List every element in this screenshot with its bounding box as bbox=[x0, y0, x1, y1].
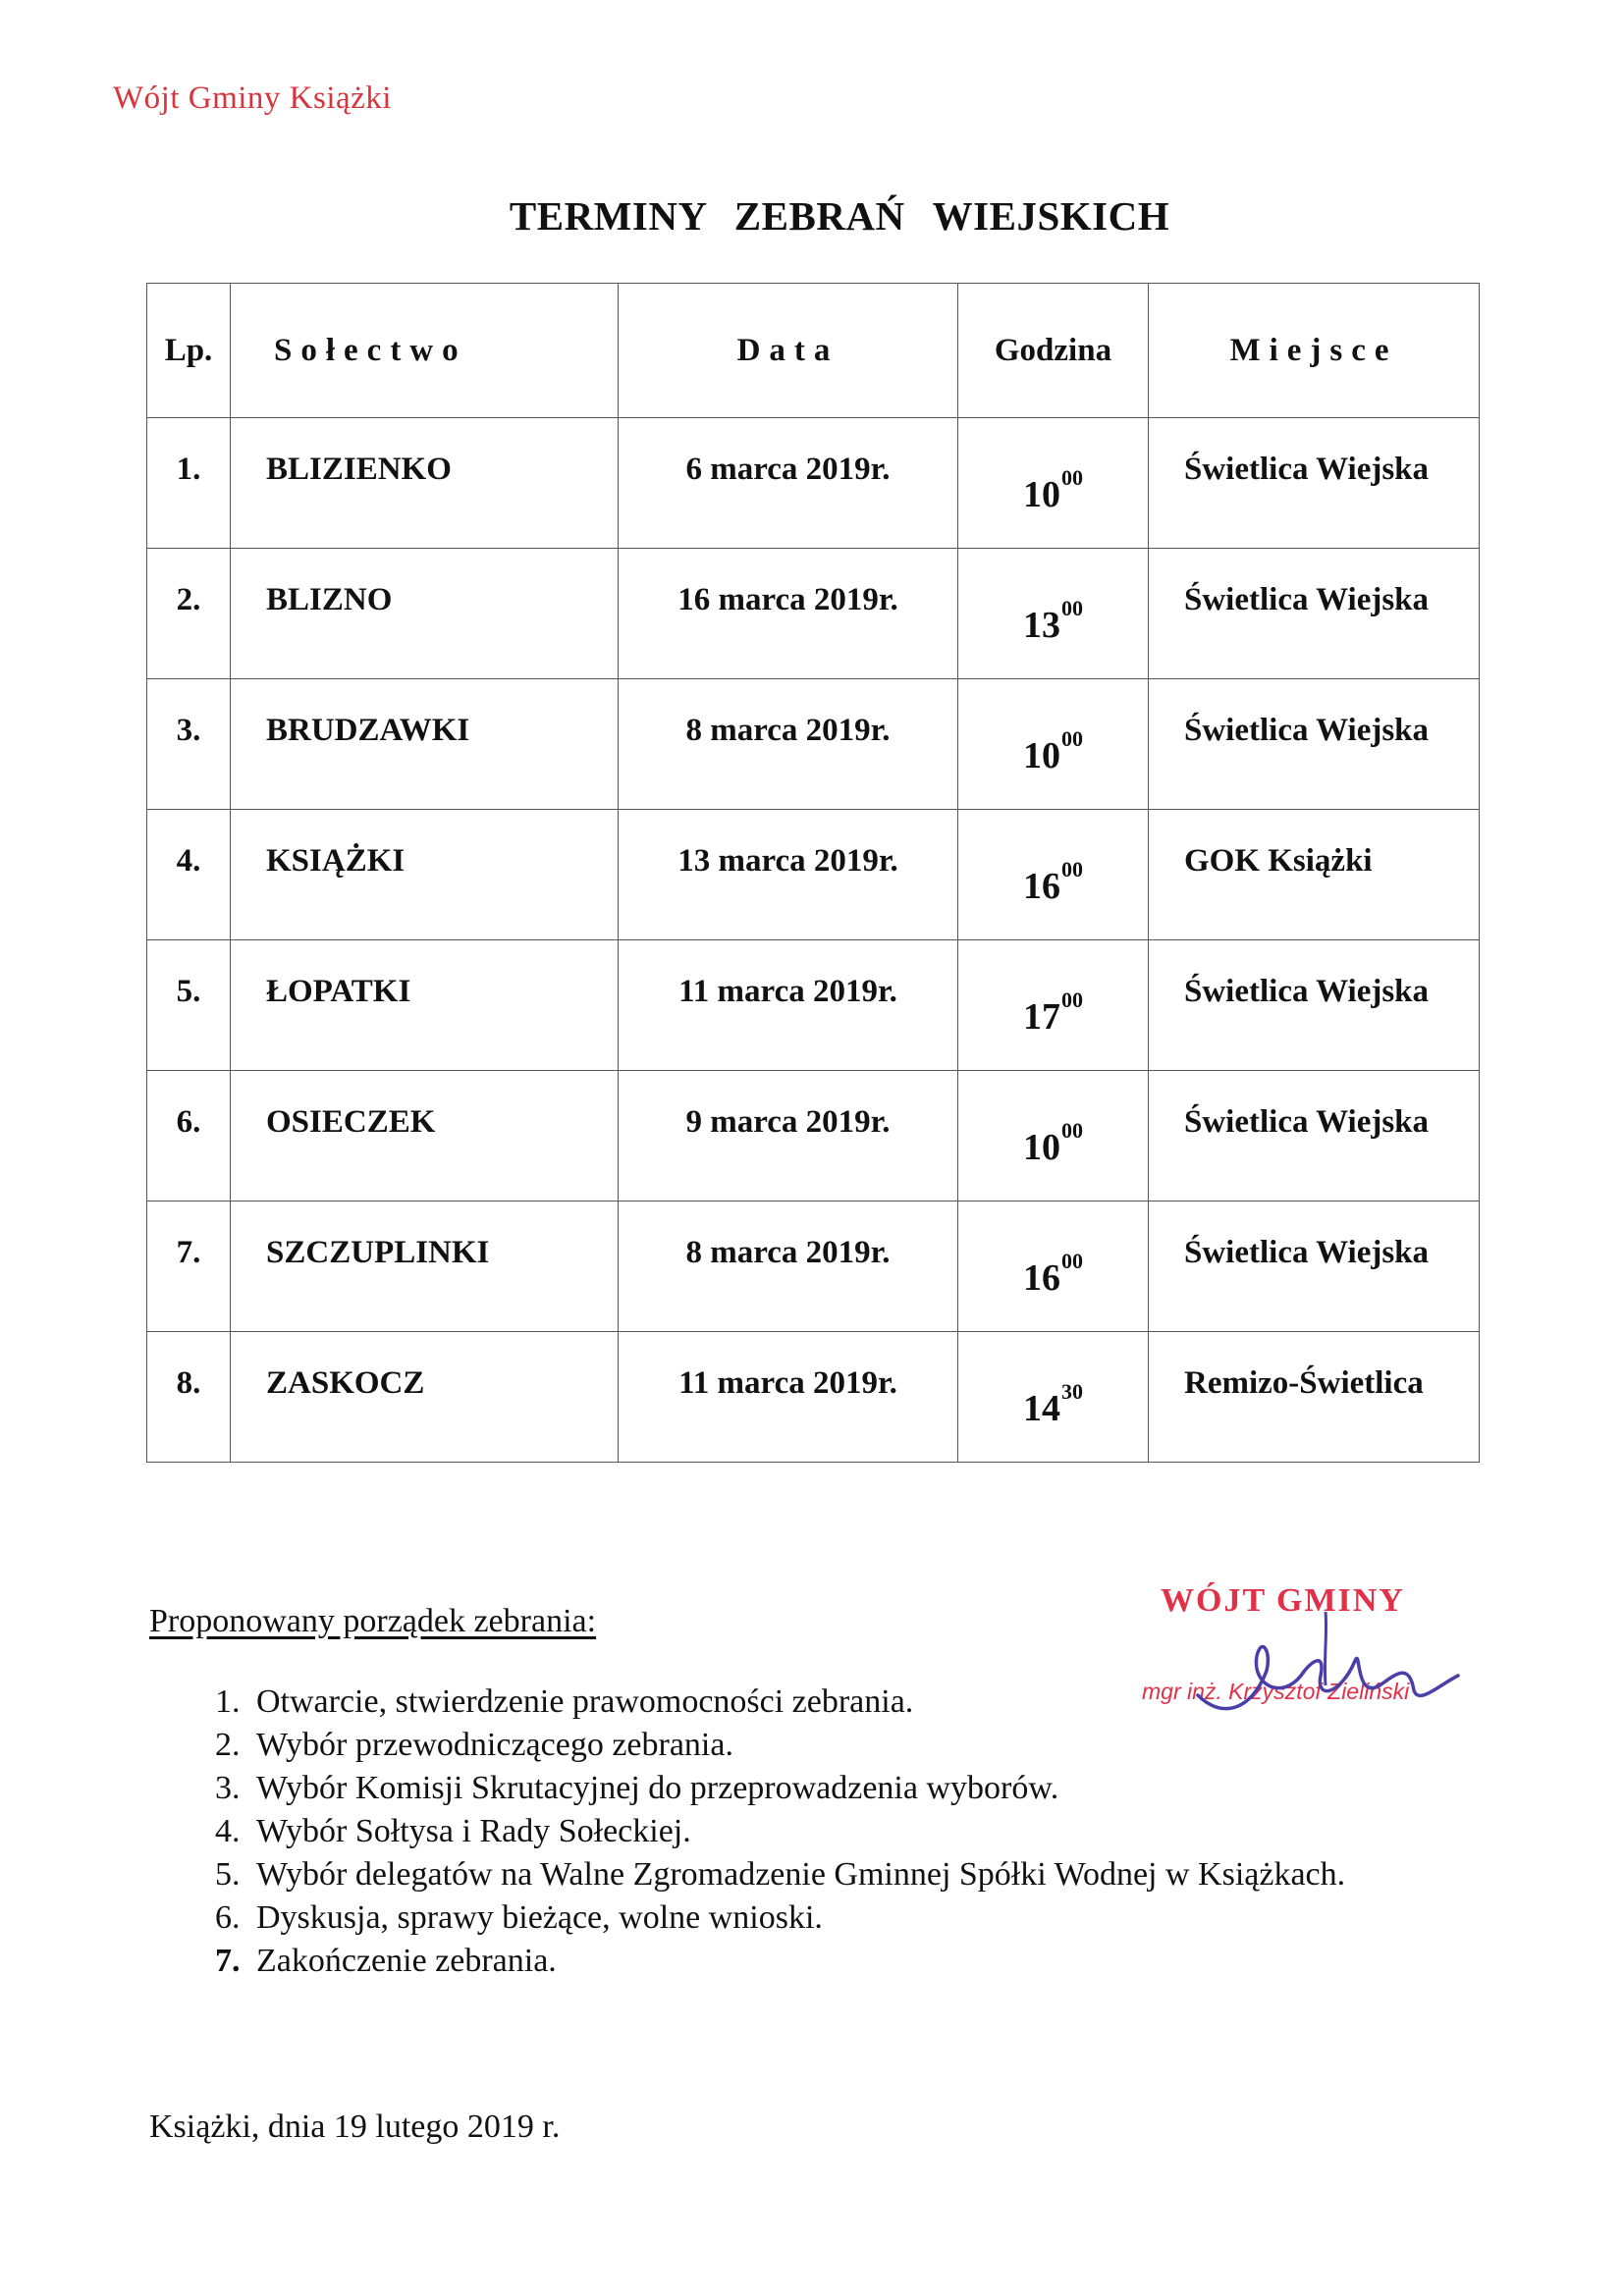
cell-lp: 6. bbox=[147, 1071, 231, 1201]
document-title: TERMINY ZEBRAŃ WIEJSKICH bbox=[509, 193, 1170, 239]
minute-value: 00 bbox=[1061, 1249, 1083, 1273]
hour-value: $10^{00}$ bbox=[1023, 465, 1083, 515]
minute-value: 00 bbox=[1061, 596, 1083, 620]
table-row bbox=[147, 1332, 1480, 1463]
cell-miejsce: Świetlica Wiejska bbox=[1149, 418, 1480, 549]
place-date: Książki, dnia 19 lutego 2019 r. bbox=[149, 2109, 561, 2145]
meetings-table bbox=[146, 283, 1480, 1463]
table-header-row bbox=[147, 284, 1480, 418]
header-godzina: Godzina bbox=[958, 284, 1149, 418]
agenda-heading: Proponowany porządek zebrania: bbox=[149, 1603, 597, 1639]
cell-godzina bbox=[958, 549, 1149, 679]
header-data: Data bbox=[619, 284, 958, 418]
signature-stamp bbox=[1139, 1582, 1492, 1730]
cell-miejsce: GOK Książki bbox=[1149, 810, 1480, 940]
stamp-title: WÓJT GMINY bbox=[1161, 1582, 1405, 1619]
agenda-item: 4. Wybór Sołtysa i Rady Sołeckiej. bbox=[248, 1810, 1486, 1853]
cell-solectwo: SZCZUPLINKI bbox=[231, 1201, 619, 1332]
header-stamp: Wójt Gminy Książki bbox=[113, 80, 392, 116]
cell-data: 9 marca 2019r. bbox=[619, 1071, 958, 1201]
cell-miejsce: Świetlica Wiejska bbox=[1149, 549, 1480, 679]
cell-lp: 2. bbox=[147, 549, 231, 679]
cell-data: 16 marca 2019r. bbox=[619, 549, 958, 679]
cell-godzina bbox=[958, 679, 1149, 810]
hour-value: $17^{00}$ bbox=[1023, 988, 1083, 1038]
cell-data: 8 marca 2019r. bbox=[619, 1201, 958, 1332]
cell-lp: 1. bbox=[147, 418, 231, 549]
handwritten-signature bbox=[1178, 1592, 1473, 1739]
minute-value: 00 bbox=[1061, 465, 1083, 490]
header-lp: Lp. bbox=[147, 284, 231, 418]
cell-miejsce: Świetlica Wiejska bbox=[1149, 679, 1480, 810]
cell-solectwo: ŁOPATKI bbox=[231, 940, 619, 1071]
hour-value: $10^{00}$ bbox=[1023, 1118, 1083, 1168]
minute-value: 00 bbox=[1061, 1118, 1083, 1143]
hour-value: $16^{00}$ bbox=[1023, 1249, 1083, 1299]
cell-data: 11 marca 2019r. bbox=[619, 940, 958, 1071]
minute-value: 00 bbox=[1061, 988, 1083, 1012]
cell-lp: 3. bbox=[147, 679, 231, 810]
header-miejsce: Miejsce bbox=[1149, 284, 1480, 418]
cell-miejsce: Świetlica Wiejska bbox=[1149, 940, 1480, 1071]
agenda-item: 5. Wybór delegatów na Walne Zgromadzenie Gminnej Spółki Wodnej w Książkach. bbox=[248, 1853, 1486, 1896]
cell-data: 6 marca 2019r. bbox=[619, 418, 958, 549]
agenda-item: 3. Wybór Komisji Skrutacyjnej do przeprowadzenia wyborów. bbox=[248, 1767, 1486, 1810]
cell-solectwo: BRUDZAWKI bbox=[231, 679, 619, 810]
minute-value: 30 bbox=[1061, 1379, 1083, 1404]
agenda-item: 6. Dyskusja, sprawy bieżące, wolne wnioski. bbox=[248, 1896, 1486, 1940]
agenda-item: 1. Otwarcie, stwierdzenie prawomocności zebrania. bbox=[248, 1681, 1486, 1724]
table-row bbox=[147, 679, 1480, 810]
minute-value: 00 bbox=[1061, 726, 1083, 751]
table-row bbox=[147, 940, 1480, 1071]
stamp-name: mgr inż. Krzysztof Zieliński bbox=[1142, 1679, 1410, 1704]
agenda-item: 7. Zakończenie zebrania. bbox=[248, 1940, 1486, 1983]
hour-value: $16^{00}$ bbox=[1023, 857, 1083, 907]
cell-data: 8 marca 2019r. bbox=[619, 679, 958, 810]
cell-solectwo: OSIECZEK bbox=[231, 1071, 619, 1201]
hour-value: $13^{00}$ bbox=[1023, 596, 1083, 646]
cell-godzina bbox=[958, 1071, 1149, 1201]
cell-solectwo: ZASKOCZ bbox=[231, 1332, 619, 1463]
cell-godzina bbox=[958, 1201, 1149, 1332]
cell-solectwo: KSIĄŻKI bbox=[231, 810, 619, 940]
cell-miejsce: Świetlica Wiejska bbox=[1149, 1201, 1480, 1332]
cell-godzina bbox=[958, 1332, 1149, 1463]
cell-godzina bbox=[958, 810, 1149, 940]
cell-data: 11 marca 2019r. bbox=[619, 1332, 958, 1463]
cell-lp: 5. bbox=[147, 940, 231, 1071]
table-row bbox=[147, 1071, 1480, 1201]
cell-godzina bbox=[958, 940, 1149, 1071]
cell-godzina bbox=[958, 418, 1149, 549]
cell-miejsce: Remizo-Świetlica bbox=[1149, 1332, 1480, 1463]
table-row bbox=[147, 418, 1480, 549]
agenda-item: 2. Wybór przewodniczącego zebrania. bbox=[248, 1724, 1486, 1767]
cell-data: 13 marca 2019r. bbox=[619, 810, 958, 940]
cell-lp: 8. bbox=[147, 1332, 231, 1463]
cell-solectwo: BLIZNO bbox=[231, 549, 619, 679]
table-row bbox=[147, 1201, 1480, 1332]
cell-lp: 7. bbox=[147, 1201, 231, 1332]
cell-solectwo: BLIZIENKO bbox=[231, 418, 619, 549]
cell-lp: 4. bbox=[147, 810, 231, 940]
table-row bbox=[147, 810, 1480, 940]
hour-value: $10^{00}$ bbox=[1023, 726, 1083, 776]
cell-miejsce: Świetlica Wiejska bbox=[1149, 1071, 1480, 1201]
table-row bbox=[147, 549, 1480, 679]
minute-value: 00 bbox=[1061, 857, 1083, 881]
header-solectwo: Sołectwo bbox=[231, 284, 619, 418]
hour-value: $14^{30}$ bbox=[1023, 1379, 1083, 1429]
